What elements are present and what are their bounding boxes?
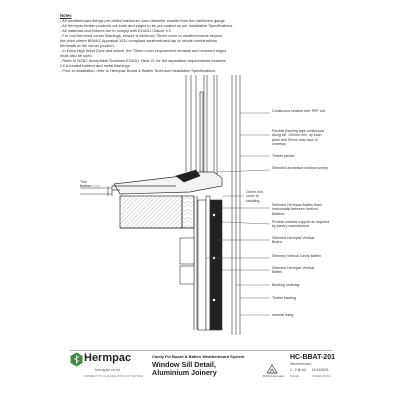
vertical-board <box>206 196 210 330</box>
timber-packer <box>120 196 182 228</box>
callout-vertical-batten: Selected Hermpac Vertical Batten <box>272 266 315 275</box>
note-line: - All weatherboard fixings pre-drilled maximum 1mm diameter smaller than the nail/screw gauge <box>60 18 225 23</box>
system-name: Cavity Fix Board & Batten Weatherboard System <box>152 354 245 359</box>
horizontal-batten <box>180 266 194 284</box>
branz-badge-icon <box>266 364 278 374</box>
drawing-title-line2: Aluminium Joinery <box>152 368 217 377</box>
callout-internal-lining: Internal lining <box>272 313 294 317</box>
note-line: the point where BRANZ Appraisal 1011 compliant weatherboard lap or rebate combinations <box>60 38 217 43</box>
aluminium-sill-profile <box>112 170 222 194</box>
notes-title: Notes <box>60 13 72 18</box>
horizontal-batten <box>180 238 194 264</box>
callout-horizontal-batten: Selected Hermpac Batten fixed horizontally between Vertical Battens <box>272 203 322 216</box>
label-trim: Trim <box>80 180 88 184</box>
note-line: - Prior to installation, refer to Hermpac Board & Batten Technical Installation Specifications. <box>60 68 217 73</box>
drawing-title-line1: Window Sill Detail, <box>152 360 216 369</box>
cavity-batten <box>198 200 206 330</box>
callout-cavity-batten: Selected Vertical Cavity Batten <box>272 254 322 258</box>
callout-window-joinery: Selected aluminium window joinery <box>272 166 328 170</box>
note-line: - In Extra High Wind Zone and above, the 75mm cover requirement remains and hemmed edges <box>60 48 227 53</box>
hermpac-logo-icon <box>70 352 83 367</box>
drawing-code-sub: Weatherboard <box>290 362 312 366</box>
sill-trimmer <box>182 196 194 228</box>
callout-cover: 10mm min. cover to cladding <box>246 190 264 203</box>
vertical-batten <box>210 200 222 330</box>
callout-building-underlay: Building underlay <box>272 283 300 287</box>
callout-timber-packer: Timber packer <box>272 154 295 158</box>
note-line: CCA treated battens and metal flashings. <box>60 63 131 68</box>
note-line: - For non-hemmed corner flashings, ensure a minimum 75mm cover to weatherboards beyond <box>60 33 223 38</box>
issued-date-value: 01/11/2021 <box>312 368 329 372</box>
callout-vertical-board: Selected Hermpac Vertical Board <box>272 236 315 245</box>
framing-lines <box>232 75 240 335</box>
scale-value: 1 : 2 @ A4 <box>290 368 306 372</box>
note-line: - All Hermpac timber products cut ends and edges to be pre-coated as per Installation Specifications. <box>60 23 234 28</box>
callout-sealant: Continuous sealant over PEF rod <box>272 109 325 113</box>
issued-date-label: ISSUED DATE <box>312 374 331 378</box>
note-line: must also be used. <box>60 53 93 58</box>
callout-flashing-tape: Flexible flashing tape continuous along sill, 100mm min. up each jamb and 50mm onto face of underlay <box>272 129 325 146</box>
window-frame-upper <box>186 75 217 175</box>
callout-window-support: Provide window support as required by joinery manufacturer <box>272 220 330 229</box>
scale-label: SCALE <box>290 374 300 378</box>
branz-label: BRANZ Appraised <box>263 375 285 378</box>
brand-name: Hermpac <box>84 352 132 364</box>
note-line: - Refer to NZBC Acceptable Solutions E2/AS1 Table 21 for the separation requirements between <box>60 58 227 63</box>
drawing-title <box>152 361 217 377</box>
brand-website: hermpac.co.nz <box>95 368 120 372</box>
brand-disclaimer: SUBJECT TO CHANGE WITHOUT NOTICE <box>84 374 144 378</box>
drawing-code: HC-BBAT-201 <box>290 354 335 361</box>
note-line: terminate at the corner junction. <box>60 43 115 48</box>
label-batten: Batten <box>80 184 91 188</box>
note-line: - All materials and fixtures are to comply with E2/AS1 Clause 9.2 <box>60 28 171 33</box>
callout-timber-framing: Timber framing <box>272 296 297 300</box>
